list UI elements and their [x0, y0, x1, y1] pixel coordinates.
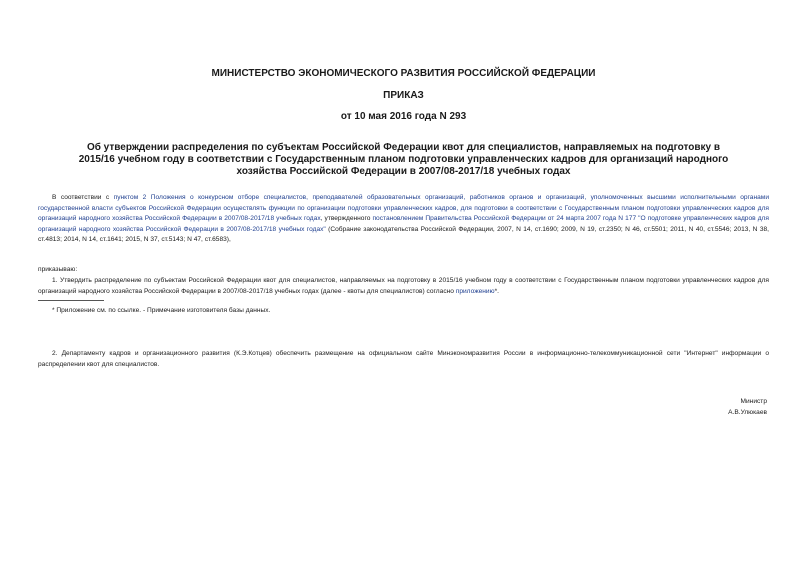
intro-paragraph — [38, 193, 769, 246]
government-decree-link[interactable]: постановлением Правительства Российской Федерации от 24 марта 2007 года N 177 "О подготовке управленческих кадров для организаций народного хозяйства Российской Федерации в 2007/08-2017/18 учебных годах" — [38, 215, 769, 233]
order-word: приказываю: — [38, 266, 78, 273]
item1-text: 1. Утвердить распределение по субъектам Российской Федерации квот для специалистов, направляемых на подготовку в 2015/16 учебном году в соответствии с Государственным планом подготовки управленческих кадров для организаций народного хозяйства Российской Федерации в 2007/08-2017/18 учебных годах (далее - квоты для специалистов) согласно — [38, 277, 769, 295]
intro-text-1: В соответствии с — [52, 194, 114, 201]
document-title: Об утверждении распределения по субъектам Российской Федерации квот для специалистов, направляемых на подготовку в 2015/16 учебном году в соответствии с Государственным планом подготовки управленческих кадров для организаций народного хозяйства Российской Федерации в 2007/08-2017/18 учебных годах — [78, 142, 729, 177]
signatory-name: А.В.Улюкаев — [728, 409, 767, 416]
regulation-link[interactable]: пунктом 2 Положения о конкурсном отборе специалистов, преподавателей образовательных организаций, работников органов и организаций, уполномоченных высшими исполнительными органами государственной власти субъектов Российской Федерации осуществлять функции по организации подготовки управленческих кадров, для подготовки в соответствии с Государственным планом подготовки управленческих кадров для организаций народного хозяйства Российской Федерации в 2007/08-2017/18 учебных годах — [38, 194, 770, 222]
order-item-1 — [38, 276, 769, 297]
item2-text: 2. Департаменту кадров и организационного развития (К.Э.Котцев) обеспечить размещение на официальном сайте Минэкономразвития России в информационно-телекоммуникационной сети "Интернет" информации о распределении квот для специалистов. — [38, 350, 769, 368]
item1-tail: *. — [494, 287, 499, 295]
date-number-heading: от 10 мая 2016 года N 293 — [340, 111, 467, 122]
ministry-heading: МИНИСТЕРСТВО ЭКОНОМИЧЕСКОГО РАЗВИТИЯ РОССИЙСКОЙ ФЕДЕРАЦИИ — [211, 68, 596, 79]
footnote: * Приложение см. по ссылке. - Примечание изготовителя базы данных. — [52, 307, 271, 314]
intro-text-2: , утвержденного — [320, 215, 373, 222]
footnote-divider — [38, 300, 104, 301]
document-type-heading: ПРИКАЗ — [383, 90, 424, 101]
appendix-link[interactable]: приложению — [455, 287, 495, 295]
signatory-position: Министр — [740, 398, 767, 405]
order-item-2 — [38, 349, 769, 370]
intro-text-3: (Собрание законодательства Российской Федерации, 2007, N 14, ст.1690; 2009, N 19, ст.2350; N 46, ст.5501; 2011, N 40, ст.5546; 2013, N 38, ст.4813; 2014, N 14, ст.1641; 2015, N 37, ст.5143; N 47, ст.6583), — [38, 225, 769, 243]
